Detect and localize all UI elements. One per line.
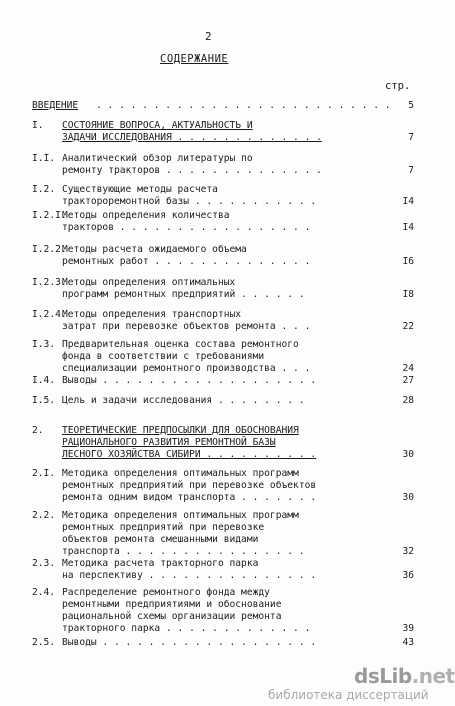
toc-entry-text [62, 425, 316, 461]
toc-entry-number: I.2.2. [32, 244, 67, 255]
toc-entry-line: Существующие методы расчета [62, 184, 218, 195]
toc-entry-line: ремонтными предприятиями и обоснование [62, 599, 282, 610]
page-column-header: стр. [385, 80, 411, 92]
toc-entry-page: I4 [402, 196, 414, 207]
toc-entry-page: 30 [402, 492, 414, 503]
toc-entry-line: РАЦИОНАЛЬНОГО РАЗВИТИЯ РЕМОНТНОЙ БАЗЫ [62, 437, 276, 448]
toc-entry-number: I.3. [32, 339, 56, 350]
toc-entry-line: объектов ремонта смешанными видами [62, 534, 259, 545]
toc-entry-line: транспорта . . . . . . . . . . . . . . . . [62, 546, 305, 557]
toc-entry-page: 30 [402, 449, 414, 460]
toc-entry-number: 2.3. [32, 558, 56, 569]
page-number: 2 [205, 30, 212, 43]
toc-entry-line: ТЕОРЕТИЧЕСКИЕ ПРЕДПОСЫЛКИ ДЛЯ ОБОСНОВАНИЯ [62, 425, 299, 436]
toc-entry-page: I6 [402, 256, 414, 267]
toc-entry-line: ремонтных предприятий при перевозке объектов [62, 480, 317, 491]
toc-entry-page: 36 [402, 570, 414, 581]
toc-title: СОДЕРЖАНИЕ [160, 53, 229, 65]
toc-entry-line: программ ремонтных предприятий . . . . . . [62, 289, 305, 300]
toc-entry-text [62, 184, 316, 208]
toc-entry-page: I8 [402, 289, 414, 300]
toc-entry-text [62, 244, 310, 268]
toc-entry-number: 2.2. [32, 510, 56, 521]
toc-entry-page: 27 [402, 375, 414, 386]
logo-tld: .net [411, 664, 455, 688]
toc-entry-number: I. [32, 120, 44, 131]
toc-entry-text [62, 375, 316, 387]
toc-entry-page: 7 [408, 165, 414, 176]
toc-entry-text [62, 558, 316, 582]
toc-entry-page: I4 [402, 222, 414, 233]
toc-entry-line: Предварительная оценка состава ремонтного [62, 339, 299, 350]
toc-entry-line: Распределение ремонтного фонда между [62, 587, 270, 598]
toc-entry-text [62, 210, 310, 234]
toc-entry-line: Методы определения количества [62, 210, 230, 221]
toc-entry-number: 2.5. [32, 637, 56, 648]
toc-entry-line: ремонтных предприятий при перевозке [62, 522, 265, 533]
toc-entry-line: Методика определения оптимальных программ [62, 468, 299, 479]
toc-entry-line: Цель и задачи исследования . . . . . . . . [62, 395, 305, 406]
toc-entry-line: Методы расчета ожидаемого объема [62, 244, 247, 255]
toc-entry-number: I.5. [32, 395, 56, 406]
toc-entry-text [62, 309, 310, 333]
toc-entry-number: I.2.I. [32, 210, 67, 221]
watermark-subtitle: библиотека диссертаций [268, 688, 429, 702]
toc-entry-line: Методы определения транспортных [62, 309, 242, 320]
toc-entry-page: 24 [402, 363, 414, 374]
dslib-logo [354, 664, 455, 688]
toc-entry-page: 43 [402, 637, 414, 648]
toc-entry-line: на перспективу . . . . . . . . . . . . . . . [62, 570, 317, 581]
toc-entry-line: ремонта одним видом транспорта . . . . . . . [62, 492, 317, 503]
toc-entry-number: I.I. [32, 153, 56, 164]
toc-entry-page: 28 [402, 395, 414, 406]
toc-entry-line: ЛЕСНОГО ХОЗЯЙСТВА СИБИРИ . . . . . . . . . . [62, 449, 317, 460]
toc-entry-line: Методика расчета тракторного парка [62, 558, 259, 569]
toc-entry-text [62, 153, 322, 177]
toc-entry-line: тракторов . . . . . . . . . . . . . . . . . [62, 222, 311, 233]
toc-entry-number: ВВЕДЕНИЕ [32, 100, 79, 111]
toc-entry-number: 2. [32, 425, 44, 436]
toc-entry-line: трактороремонтной базы . . . . . . . . . . . [62, 196, 317, 207]
toc-entry-line: ремонтных работ . . . . . . . . . . . . . . [62, 256, 311, 267]
toc-entry-text [62, 510, 305, 558]
toc-entry-number: I.4. [32, 375, 56, 386]
toc-entry-line: СОСТОЯНИЕ ВОПРОСА, АКТУАЛЬНОСТЬ И [62, 120, 253, 131]
toc-entry-text [62, 120, 322, 144]
toc-entry-number: 2.I. [32, 468, 56, 479]
toc-entry-line: ремонту тракторов . . . . . . . . . . . . . . [62, 165, 322, 176]
toc-entry-page: 7 [408, 132, 414, 143]
toc-entry-page: 5 [408, 100, 414, 111]
toc-entry-number: 2.4. [32, 587, 56, 598]
toc-entry-line: тракторного парка . . . . . . . . . . . . . [62, 623, 311, 634]
logo-main: dsLib [354, 664, 412, 688]
toc-entry-page: 39 [402, 623, 414, 634]
toc-entry-text [62, 468, 316, 504]
toc-entry-page: 32 [402, 546, 414, 557]
toc-entry-line: Методика определения оптимальных программ [62, 510, 299, 521]
toc-entry-number: I.2.4. [32, 309, 67, 320]
toc-entry-line: рациональной схемы организации ремонта [62, 611, 282, 622]
toc-entry-line: специализации ремонтного производства . . . [62, 363, 311, 374]
toc-entry-text [62, 339, 310, 375]
toc-entry-page: 22 [402, 321, 414, 332]
toc-entry-line: затрат при перевозке объектов ремонта . . . [62, 321, 311, 332]
watermark [268, 664, 455, 704]
toc-entry-line: Методы определения оптимальных [62, 277, 236, 288]
toc-entry-number: I.2.3. [32, 277, 67, 288]
toc-entry-text [62, 277, 305, 301]
toc-entry-text [62, 637, 316, 649]
toc-entry-number: I.2. [32, 184, 56, 195]
toc-entry-text [62, 587, 310, 635]
toc-entry-line: Аналитический обзор литературы по [62, 153, 253, 164]
toc-entry-text [62, 395, 305, 407]
toc-entry-text [96, 100, 391, 112]
toc-entry-line: . . . . . . . . . . . . . . . . . . . . . . . . . . [96, 100, 391, 111]
toc-entry-line: Выводы . . . . . . . . . . . . . . . . . . . [62, 637, 317, 648]
toc-entry-line: Выводы . . . . . . . . . . . . . . . . . . . [62, 375, 317, 386]
toc-entry-line: фонда в соответствии с требованиями [62, 351, 265, 362]
toc-entry-line: ЗАДАЧИ ИССЛЕДОВАНИЯ . . . . . . . . . . . . . [62, 132, 322, 143]
